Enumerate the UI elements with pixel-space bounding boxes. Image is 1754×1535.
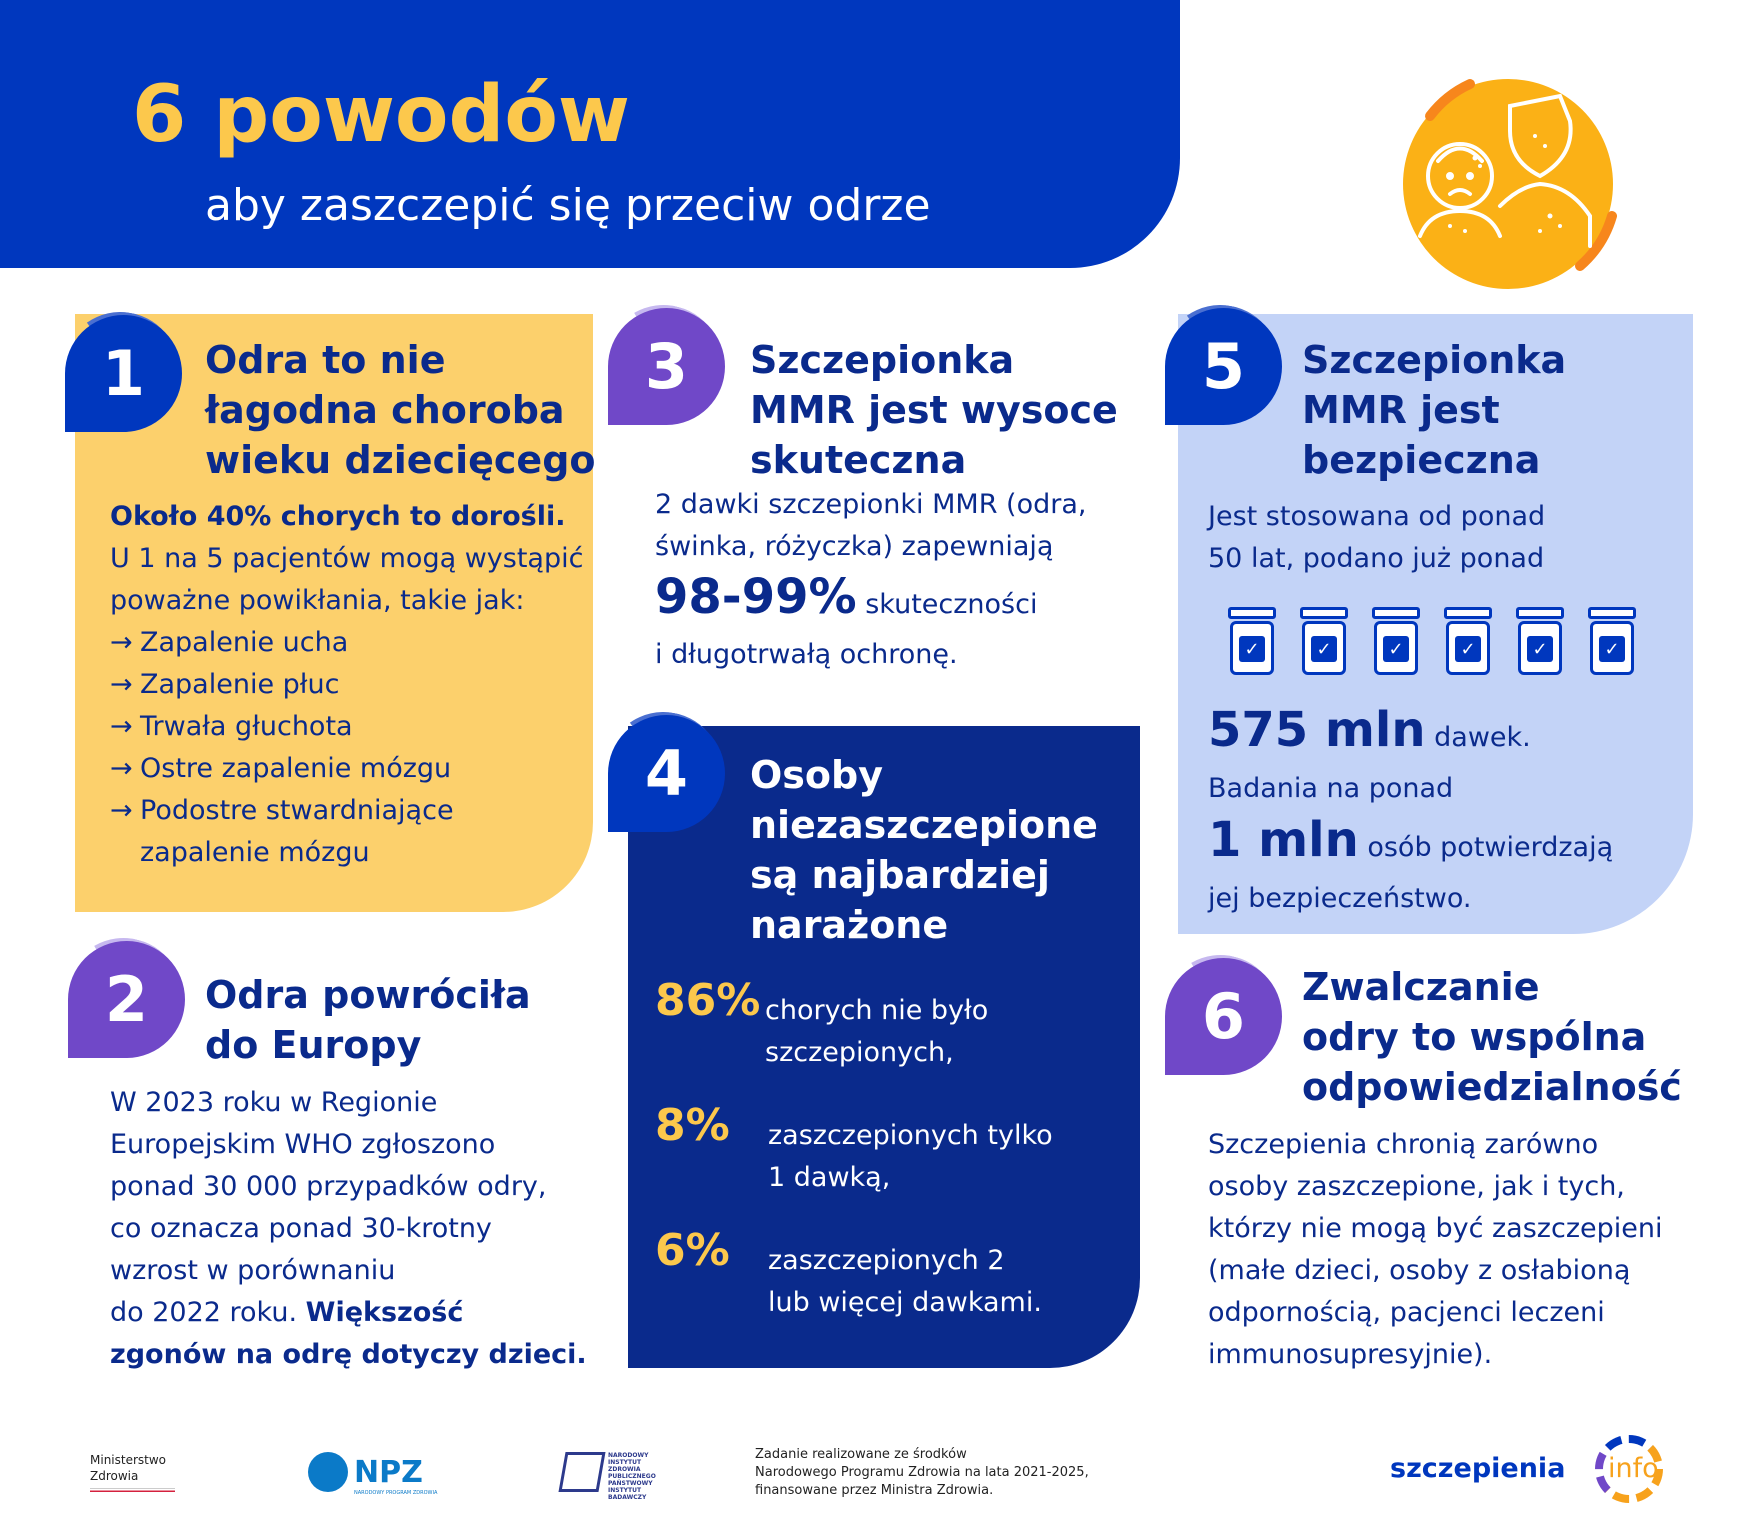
reason-5-stats: 575 mln dawek. Badania na ponad 1 mln osób potwierdzają jej bezpieczeństwo. (1208, 702, 1614, 914)
reason-1-heading: Odra to nie łagodna choroba wieku dziecięcego (205, 338, 596, 482)
reason-3-heading: Szczepionka MMR jest wysoce skuteczna (750, 338, 1118, 482)
reason-2-badge: 2 (68, 941, 185, 1058)
vaccine-vial-icon: ✓ (1228, 607, 1276, 677)
reason-4-heading: Osoby niezaszczepione są najbardziej narażone (750, 753, 1098, 947)
ministry-flag-line (90, 1488, 175, 1492)
funding-note: Zadanie realizowane ze środków Narodowego Programu Zdrowia na lata 2021-2025, finansowane przez Ministra Zdrowia. (755, 1447, 1089, 1498)
stat-86: 86% (655, 975, 761, 1026)
ministry-logo: Ministerstwo Zdrowia (90, 1453, 167, 1483)
vaccine-vial-icon: ✓ (1300, 607, 1348, 677)
arrow-right-icon: → (110, 711, 133, 742)
reason-3-badge: 3 (608, 308, 725, 425)
page-title: 6 powodów (132, 70, 630, 160)
vaccine-vial-icon: ✓ (1516, 607, 1564, 677)
vaccine-vial-icon: ✓ (1444, 607, 1492, 677)
reason-3-body: 2 dawki szczepionki MMR (odra, świnka, różyczka) zapewniają 98-99% skuteczności i długotrwałą ochronę. (655, 489, 1087, 670)
list-item: → Ostre zapalenie mózgu (110, 748, 583, 790)
list-item: zapalenie mózgu (140, 837, 370, 868)
reason-6-body: Szczepienia chronią zarówno osoby zaszczepione, jak i tych, którzy nie mogą być zaszczepieni (małe dzieci, osoby z osłabioną odpornością, pacjenci leczeni immunosupresyjnie). (1208, 1129, 1663, 1370)
szczepienia-info-suffix: info (1608, 1453, 1659, 1484)
arrow-right-icon: → (110, 669, 133, 700)
stat-86-text: chorych nie było szczepionych, (765, 995, 989, 1068)
arrow-right-icon: → (110, 795, 133, 826)
sick-child-adult-icon (1390, 66, 1620, 296)
list-item: → Zapalenie płuc (110, 664, 583, 706)
szczepienia-info-logo: szczepienia (1390, 1453, 1566, 1484)
arrow-right-icon: → (110, 753, 133, 784)
vaccine-vial-icon: ✓ (1372, 607, 1420, 677)
npz-globe-icon (308, 1452, 348, 1492)
stat-8: 8% (655, 1100, 730, 1151)
vials-row (1228, 607, 1636, 677)
page-subtitle: aby zaszczepić się przeciw odrze (205, 180, 931, 231)
reason-6-badge: 6 (1165, 958, 1282, 1075)
stat-8-text: zaszczepionych tylko 1 dawką, (768, 1120, 1053, 1193)
npz-logo: NPZ NARODOWY PROGRAM ZDROWIA (308, 1452, 423, 1492)
reason-5-body: Jest stosowana od ponad 50 lat, podano już ponad (1208, 501, 1546, 574)
reason-1-badge: 1 (65, 315, 182, 432)
nizp-logo-text: NARODOWY INSTYTUT ZDROWIA PUBLICZNEGO PAŃSTWOWY INSTYTUT BADAWCZY (608, 1452, 656, 1501)
reason-2-body: W 2023 roku w Regionie Europejskim WHO zgłoszono ponad 30 000 przypadków odry, co oznacza ponad 30-krotny wzrost w porównaniu do 2022 roku. Większość zgonów na odrę dotyczy dzieci. (110, 1087, 587, 1370)
arrow-right-icon: → (110, 627, 133, 658)
stat-6-text: zaszczepionych 2 lub więcej dawkami. (768, 1245, 1042, 1318)
reason-5-heading: Szczepionka MMR jest bezpieczna (1302, 338, 1567, 482)
list-item: → Zapalenie ucha (110, 622, 583, 664)
reason-1-body: Około 40% chorych to dorośli. U 1 na 5 pacjentów mogą wystąpić poważne powikłania, takie jak: → Zapalenie ucha → Zapalenie płuc → Trwała głuchota → Ostre zapalenie mózgu → Podostre stwardniające zapalenie mózgu (110, 496, 583, 874)
list-item: → Trwała głuchota (110, 706, 583, 748)
reason-6-heading: Zwalczanie odry to wspólna odpowiedzialność (1302, 965, 1682, 1109)
reason-5-badge: 5 (1165, 308, 1282, 425)
stat-6: 6% (655, 1225, 730, 1276)
list-item: → Podostre stwardniające (110, 790, 583, 832)
vaccine-vial-icon: ✓ (1588, 607, 1636, 677)
reason-4-badge: 4 (608, 715, 725, 832)
nizp-logo-icon (558, 1452, 605, 1492)
reason-2-heading: Odra powróciła do Europy (205, 973, 531, 1067)
